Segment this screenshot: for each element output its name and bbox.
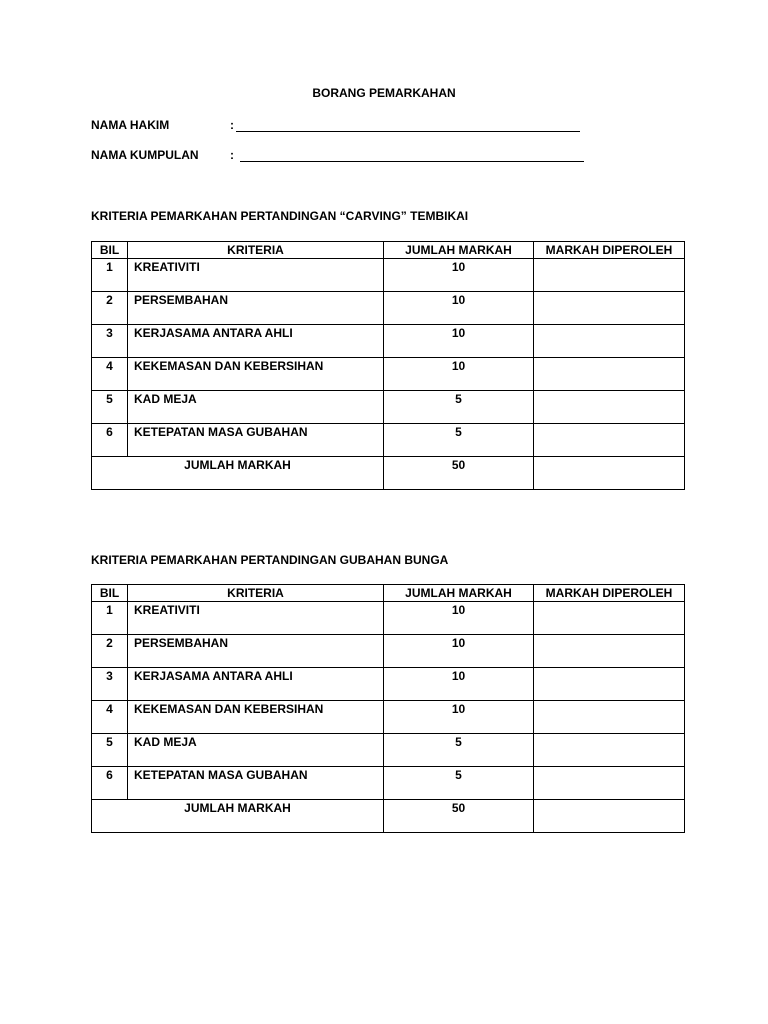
total-label: JUMLAH MARKAH — [92, 800, 384, 833]
max-score: 10 — [384, 259, 534, 292]
total-score-obtained-cell[interactable] — [534, 800, 685, 833]
criterion-name: PERSEMBAHAN — [128, 292, 384, 325]
total-label: JUMLAH MARKAH — [92, 457, 384, 490]
max-score: 10 — [384, 602, 534, 635]
group-name-colon: : — [230, 148, 234, 162]
max-score: 10 — [384, 358, 534, 391]
column-header-markah-diperoleh: MARKAH DIPEROLEH — [534, 585, 685, 602]
row-number: 4 — [92, 358, 128, 391]
total-row — [92, 457, 685, 490]
row-number: 4 — [92, 701, 128, 734]
table-row — [92, 668, 685, 701]
row-number: 6 — [92, 767, 128, 800]
criterion-name: PERSEMBAHAN — [128, 635, 384, 668]
scoring-table-carving — [91, 241, 685, 490]
criterion-name: KAD MEJA — [128, 734, 384, 767]
criterion-name: KAD MEJA — [128, 391, 384, 424]
table-row — [92, 424, 685, 457]
column-header-kriteria: KRITERIA — [128, 585, 384, 602]
criterion-name: KEKEMASAN DAN KEBERSIHAN — [128, 701, 384, 734]
max-score: 10 — [384, 701, 534, 734]
score-obtained-cell[interactable] — [534, 767, 685, 800]
table-row — [92, 734, 685, 767]
criterion-name: KERJASAMA ANTARA AHLI — [128, 325, 384, 358]
max-score: 5 — [384, 424, 534, 457]
table-row — [92, 325, 685, 358]
table-row — [92, 259, 685, 292]
row-number: 5 — [92, 391, 128, 424]
row-number: 5 — [92, 734, 128, 767]
score-obtained-cell[interactable] — [534, 259, 685, 292]
total-row — [92, 800, 685, 833]
group-name-input-line[interactable] — [240, 148, 584, 162]
table-row — [92, 358, 685, 391]
score-obtained-cell[interactable] — [534, 325, 685, 358]
criterion-name: KREATIVITI — [128, 259, 384, 292]
max-score: 10 — [384, 325, 534, 358]
row-number: 6 — [92, 424, 128, 457]
total-max-score: 50 — [384, 800, 534, 833]
max-score: 10 — [384, 668, 534, 701]
score-obtained-cell[interactable] — [534, 701, 685, 734]
score-obtained-cell[interactable] — [534, 424, 685, 457]
score-obtained-cell[interactable] — [534, 734, 685, 767]
column-header-markah-diperoleh: MARKAH DIPEROLEH — [534, 242, 685, 259]
total-score-obtained-cell[interactable] — [534, 457, 685, 490]
criterion-name: KEKEMASAN DAN KEBERSIHAN — [128, 358, 384, 391]
section-heading-carving: KRITERIA PEMARKAHAN PERTANDINGAN “CARVING” TEMBIKAI — [91, 209, 469, 223]
row-number: 2 — [92, 292, 128, 325]
score-obtained-cell[interactable] — [534, 602, 685, 635]
max-score: 5 — [384, 734, 534, 767]
section-heading-flower-arrangement: KRITERIA PEMARKAHAN PERTANDINGAN GUBAHAN BUNGA — [91, 553, 449, 567]
column-header-bil: BIL — [92, 242, 128, 259]
criterion-name: KETEPATAN MASA GUBAHAN — [128, 767, 384, 800]
table-row — [92, 701, 685, 734]
scoring-table-flower-arrangement — [91, 584, 685, 833]
judge-name-label: NAMA HAKIM — [91, 118, 170, 132]
score-obtained-cell[interactable] — [534, 668, 685, 701]
table-row — [92, 292, 685, 325]
column-header-jumlah-markah: JUMLAH MARKAH — [384, 242, 534, 259]
criterion-name: KREATIVITI — [128, 602, 384, 635]
score-obtained-cell[interactable] — [534, 358, 685, 391]
form-title: BORANG PEMARKAHAN — [312, 86, 456, 100]
row-number: 1 — [92, 259, 128, 292]
table-header-row — [92, 585, 685, 602]
max-score: 10 — [384, 292, 534, 325]
criterion-name: KERJASAMA ANTARA AHLI — [128, 668, 384, 701]
column-header-bil: BIL — [92, 585, 128, 602]
criterion-name: KETEPATAN MASA GUBAHAN — [128, 424, 384, 457]
row-number: 3 — [92, 668, 128, 701]
row-number: 1 — [92, 602, 128, 635]
row-number: 3 — [92, 325, 128, 358]
column-header-kriteria: KRITERIA — [128, 242, 384, 259]
table-row — [92, 635, 685, 668]
total-max-score: 50 — [384, 457, 534, 490]
table-row — [92, 767, 685, 800]
judge-name-colon: : — [230, 118, 234, 132]
score-obtained-cell[interactable] — [534, 292, 685, 325]
table-row — [92, 602, 685, 635]
max-score: 5 — [384, 391, 534, 424]
column-header-jumlah-markah: JUMLAH MARKAH — [384, 585, 534, 602]
row-number: 2 — [92, 635, 128, 668]
table-header-row — [92, 242, 685, 259]
score-obtained-cell[interactable] — [534, 391, 685, 424]
group-name-label: NAMA KUMPULAN — [91, 148, 199, 162]
table-row — [92, 391, 685, 424]
score-obtained-cell[interactable] — [534, 635, 685, 668]
max-score: 10 — [384, 635, 534, 668]
judge-name-input-line[interactable] — [236, 118, 580, 132]
max-score: 5 — [384, 767, 534, 800]
